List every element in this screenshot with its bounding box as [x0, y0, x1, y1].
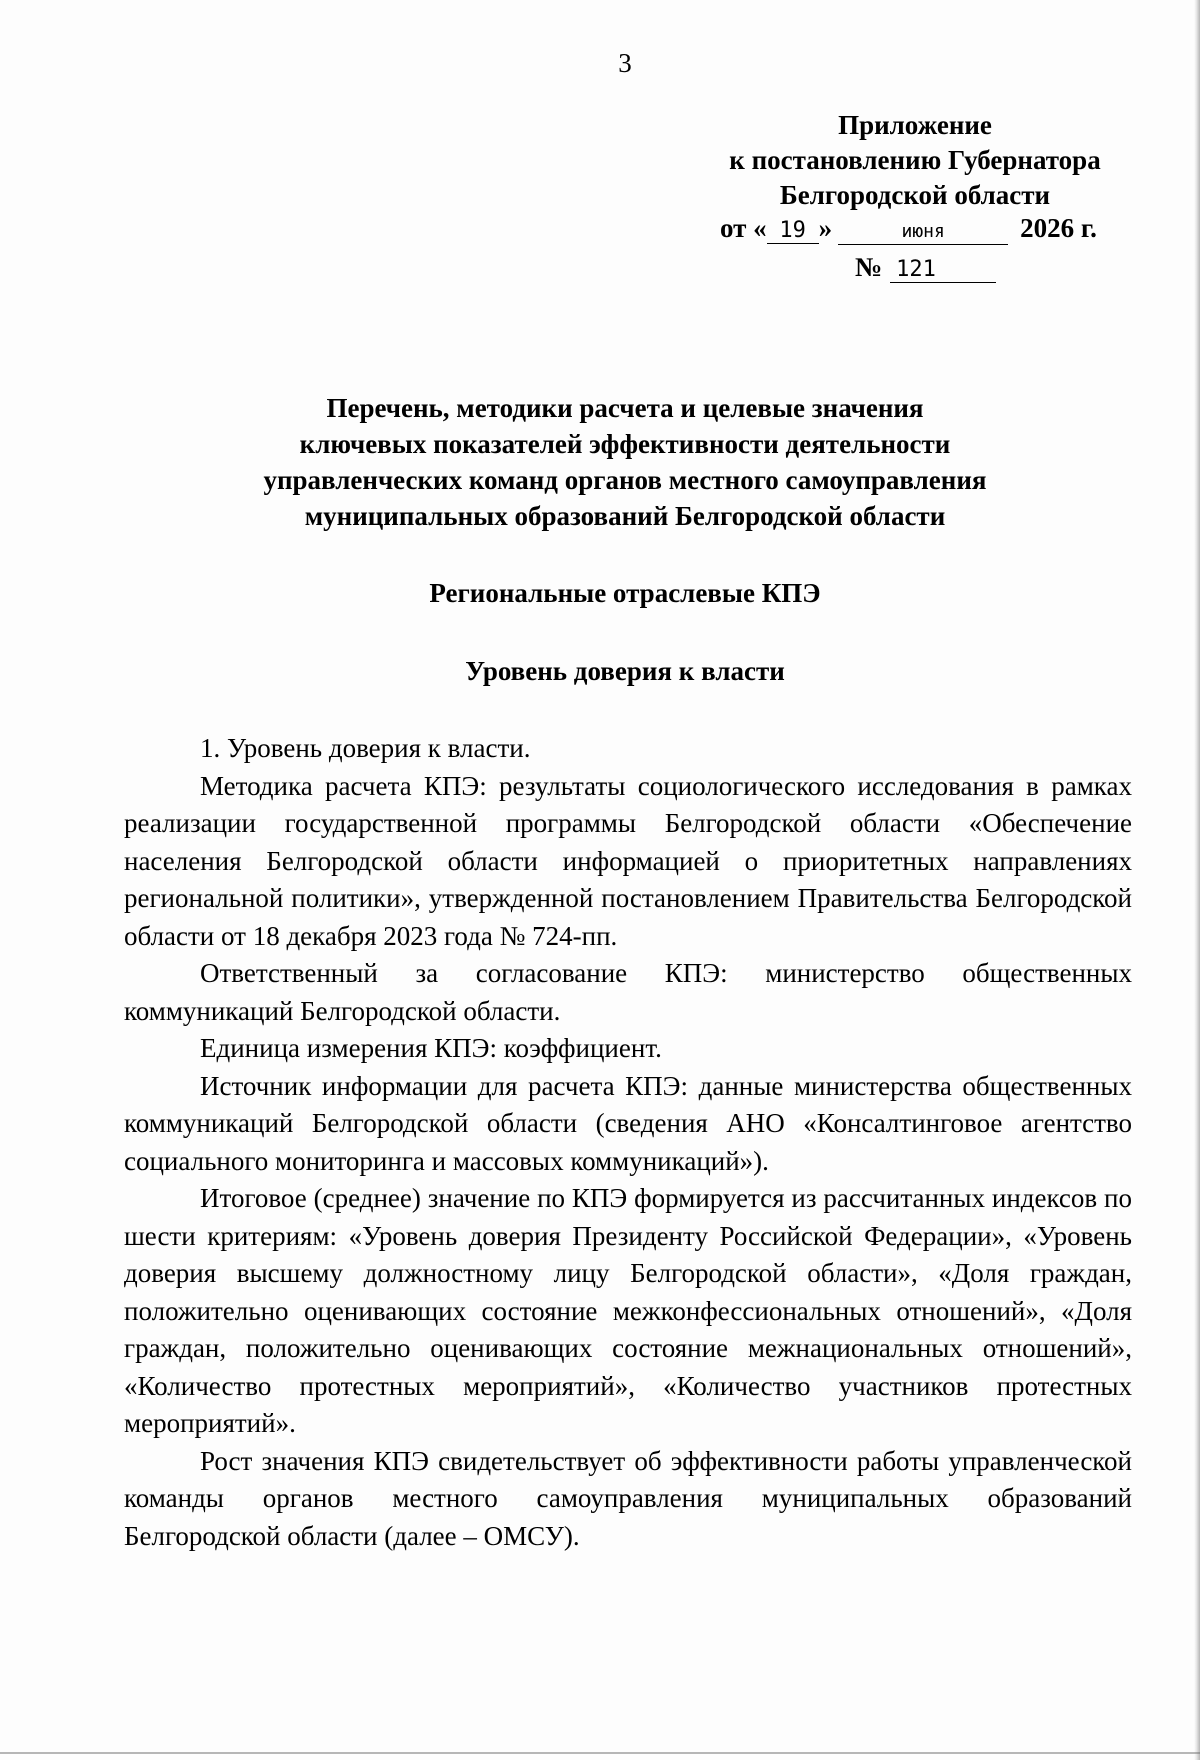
page-number: 3	[618, 48, 632, 78]
appendix-title: Приложение	[838, 110, 992, 140]
title-line-1: Перечень, методики расчета и целевые значения	[326, 393, 924, 423]
paragraph-source: Источник информации для расчета КПЭ: данные министерства общественных коммуникаций Белгородской области (сведения АНО «Консалтинговое агентство социального мониторинга и массовых коммуникаций»).	[124, 1070, 1132, 1176]
decree-number	[855, 252, 996, 283]
subsection-title: Уровень доверия к власти	[465, 656, 785, 686]
date-day-handwritten: 19	[767, 219, 819, 244]
paragraph-methodology: Методика расчета КПЭ: результаты социологического исследования в рамках реализации государственной программы Белгородской области «Обеспечение населения Белгородской области информацией о приоритетных направлениях региональной политики», утвержденной постановлением Правительства Белгородской области от 18 декабря 2023 года № 724-пп.	[124, 770, 1132, 951]
paragraph-growth: Рост значения КПЭ свидетельствует об эффективности работы управленческой команды органов местного самоуправления муниципальных образований Белгородской области (далее – ОМСУ).	[124, 1445, 1132, 1551]
scan-bottom-line	[0, 1752, 1200, 1754]
paragraph-unit: Единица измерения КПЭ: коэффициент.	[200, 1033, 662, 1063]
appendix-header	[690, 108, 1140, 213]
paragraph-kpi-name: 1. Уровень доверия к власти.	[200, 733, 531, 763]
date-month-handwritten: июня	[838, 220, 1008, 245]
scan-edge-shadow	[1194, 0, 1200, 1760]
document-body	[124, 730, 1132, 1555]
title-line-2: ключевых показателей эффективности деятельности	[299, 429, 951, 459]
document-title	[0, 390, 1200, 534]
appendix-decree-reference: к постановлению Губернатора	[729, 145, 1101, 175]
title-line-3: управленческих команд органов местного самоуправления	[263, 465, 987, 495]
decree-date	[720, 213, 1140, 245]
paragraph-responsible: Ответственный за согласование КПЭ: министерство общественных коммуникаций Белгородской области.	[124, 958, 1132, 1026]
section-title: Региональные отраслевые КПЭ	[429, 578, 821, 608]
date-year: 2026 г.	[1020, 213, 1097, 243]
paragraph-final-value: Итоговое (среднее) значение по КПЭ формируется из рассчитанных индексов по шести критериям: «Уровень доверия Президенту Российской Федерации», «Уровень доверия высшему должностному лицу Белгородской области», «Доля граждан, положительно оценивающих состояние межконфессиональных отношений», «Доля граждан, положительно оценивающих состояние межнациональных отношений», «Количество протестных мероприятий», «Количество участников протестных мероприятий».	[124, 1183, 1132, 1438]
date-prefix: от «	[720, 213, 767, 243]
appendix-region: Белгородской области	[779, 180, 1051, 210]
date-close-quote: »	[818, 213, 833, 243]
number-label: №	[855, 252, 883, 282]
number-value-handwritten: 121	[890, 258, 996, 283]
title-line-4: муниципальных образований Белгородской области	[304, 501, 946, 531]
